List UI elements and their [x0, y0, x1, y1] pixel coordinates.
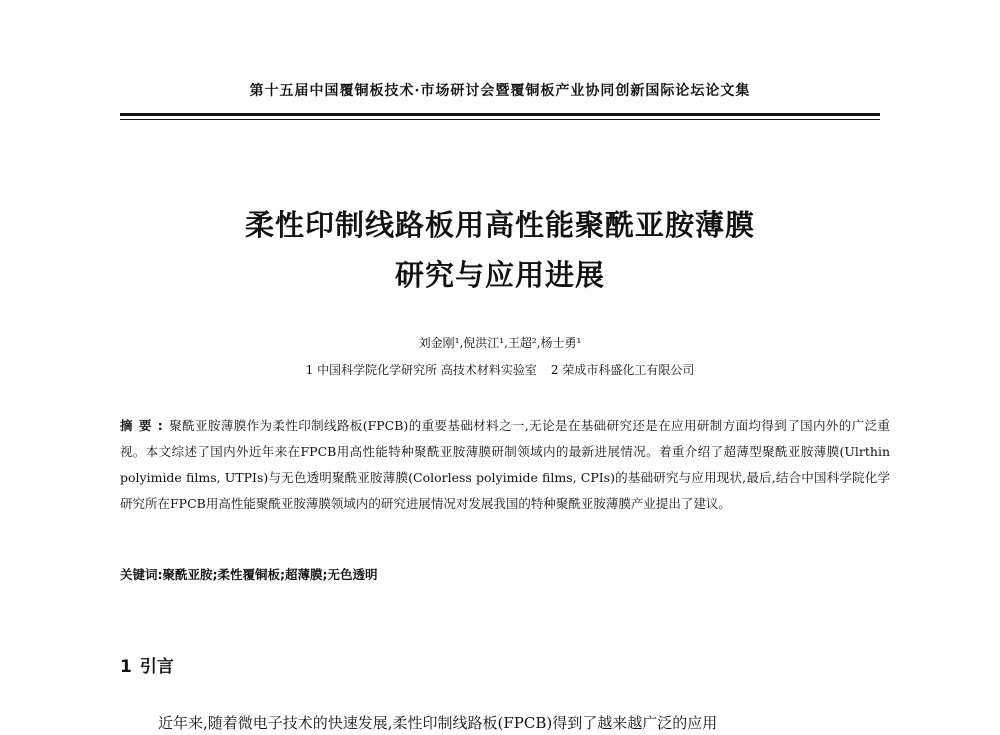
header-rule-thin [120, 119, 880, 120]
paper-title-line-2: 研究与应用进展 [394, 258, 605, 292]
header-rule-thick [120, 113, 880, 116]
affiliation-2: 2 荣成市科盛化工有限公司 [550, 363, 695, 377]
keywords-text: 聚酰亚胺;柔性覆铜板;超薄膜;无色透明 [162, 567, 378, 582]
running-header: 第十五届中国覆铜板技术·市场研讨会暨覆铜板产业协同创新国际论坛论文集 [249, 83, 751, 99]
section-number: 1 [120, 657, 132, 677]
author-list: 刘金刚¹,倪洪江¹,王超²,杨士勇¹ [418, 336, 582, 350]
body-paragraph-line: 近年来,随着微电子技术的快速发展,柔性印制线路板(FPCB)得到了越来越广泛的应用 [158, 714, 718, 732]
paper-title-line-1: 柔性印制线路板用高性能聚酰亚胺薄膜 [244, 208, 755, 242]
keywords-label: 关键词: [120, 567, 163, 582]
section-title: 引言 [139, 657, 174, 677]
affiliation-1: 1 中国科学院化学研究所 高技术材料实验室 [305, 363, 537, 377]
keywords [120, 565, 890, 583]
abstract-text: 聚酰亚胺薄膜作为柔性印制线路板(FPCB)的重要基础材料之一,无论是在基础研究还是在应用研制方面均得到了国内外的广泛重视。本文综述了国内外近年来在FPCB用高性能特种聚酰亚胺薄膜研制领域内的最新进展情况。着重介绍了超薄型聚酰亚胺薄膜(Ulrthin polyimide films, UTPIs)与无色透明聚酰亚胺薄膜(Colorless polyimide films, CPIs)的基础研究与应用现状,最后,结合中国科学院化学研究所在FPCB用高性能聚酰亚胺薄膜领域内的研究进展情况对发展我国的特种聚酰亚胺薄膜产业提出了建议。 [120, 418, 890, 511]
affiliations [150, 361, 850, 378]
section-heading-introduction [120, 652, 174, 677]
abstract-label: 摘要: [120, 418, 169, 433]
abstract [120, 413, 890, 517]
